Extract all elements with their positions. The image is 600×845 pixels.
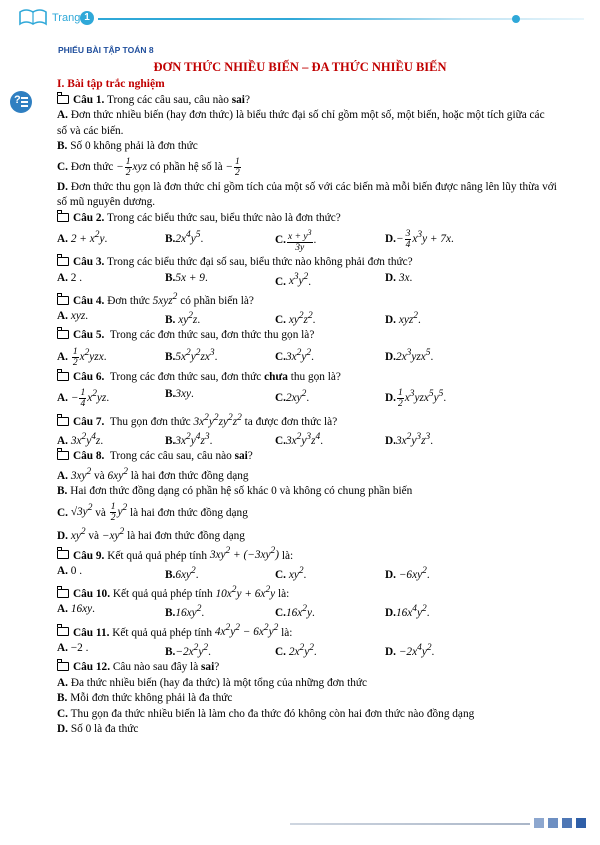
q1-option-a: A. Đơn thức nhiều biến (hay đơn thức) là biểu thức đại số chỉ gồm một số, một biến, hoặc một tích giữa các số và các biến. <box>57 109 545 137</box>
q1-option-d: D. Đơn thức thu gọn là đơn thức chỉ gồm tích của một số với các biến mà mỗi biến được nâng lên lũy thừa với số mũ nguyên dương. <box>57 180 557 208</box>
page-number: 1 <box>80 11 94 25</box>
question-7: Câu 7. Thu gọn đơn thức $3x^2y^2zy^2z^2$ ta được đơn thức là? <box>57 411 557 430</box>
page-header <box>18 6 584 32</box>
folder-icon <box>57 213 69 222</box>
q2-options: A. $2 + x^2y$. $B.2x^4y^5$. C. $\frac{x + y^3}{3y}$ . D.− $\frac{3}{4}$ $x^3y + 7x$. <box>57 228 454 254</box>
question-3: Câu 3. Trong các biểu thức đại số sau, biểu thức nào không phải đơn thức? <box>57 255 557 271</box>
q8-option-c: C. $√3y^2$ và $\frac{1}{2}$ $y^2$ là hai đơn thức đồng dạng <box>57 502 248 524</box>
q8-option-d: D. $xy^2$ và $-xy^2$ là hai đơn thức đồng dạng <box>57 527 245 543</box>
q12-option-d: D. Số 0 là đa thức <box>57 723 139 736</box>
folder-icon <box>57 330 69 339</box>
question-1: Câu 1. Trong các câu sau, câu nào sai? <box>57 93 557 109</box>
folder-icon <box>57 451 69 460</box>
q12-option-a: A. Đa thức nhiều biến (hay đa thức) là một tổng của những đơn thức <box>57 676 367 689</box>
q5-options: A. $\frac{1}{2}$ $x^2yzx$. $B.5x^2y^2zx^3$. $C.3x^2y^2$. $D.2x^3yzx^5$. <box>57 346 434 368</box>
footer-square <box>576 818 586 828</box>
folder-icon <box>57 662 69 671</box>
folder-icon <box>57 627 69 636</box>
folder-icon <box>57 257 69 266</box>
question-5: Câu 5. Trong các đơn thức sau, đơn thức thu gọn là? <box>57 328 557 344</box>
question-8: Câu 8. Trong các câu sau, câu nào sai? <box>57 449 557 465</box>
footer-square <box>548 818 558 828</box>
q7-options: A. $3x^2y^4z$. $B.3x^2y^4z^3$. $C.3x^2y^3z^4$. $D.3x^2y^3z^3$. <box>57 432 434 447</box>
q1-option-b: B. Số 0 không phải là đơn thức <box>57 140 198 152</box>
q3-options: A. 2 . B.5x + 9. C. $x^3y^2$. D. 3x. <box>57 271 413 288</box>
q11-options: A. −2 . $B.-2x^2y^2$. C. $2x^2y^2$. D. $-2x^4y^2$. <box>57 641 435 658</box>
q4-options: A. xyz. B. $xy^2z$. C. $xy^2z^2$. D. xyz$^2$. <box>57 310 421 326</box>
q6-options: A. − $\frac{1}{4}$ $x^2yz$. B.3xy. $C.2xy^2$. D. $\frac{1}{2}$ $x^3yzx^5y^5$. <box>57 387 447 409</box>
folder-icon <box>57 95 69 104</box>
sheet-label: PHIẾU BÀI TẬP TOÁN 8 <box>58 45 154 55</box>
q12-option-b: B. Mỗi đơn thức không phải là đa thức <box>57 692 233 705</box>
section-heading: I. Bài tập trắc nghiệm <box>57 78 165 90</box>
folder-icon <box>57 417 69 426</box>
question-11: Câu 11. Kết quả quả phép tính $4x^2y^2 - 6x^2y^2$ là: <box>57 622 557 641</box>
open-book-icon <box>18 8 48 28</box>
question-6: Câu 6. Trong các đơn thức sau, đơn thức chưa thu gọn là? <box>57 370 557 386</box>
folder-icon <box>57 296 69 305</box>
question-12: Câu 12. Câu nào sau đây là sai? <box>57 660 557 676</box>
folder-icon <box>57 589 69 598</box>
footer-square <box>534 818 544 828</box>
q8-option-a: A. $3xy^2$ và $6xy^2$ là hai đơn thức đồng dạng <box>57 466 249 482</box>
question-4: Câu 4. Đơn thức 5xyz$^2$ có phần biến là? <box>57 290 557 309</box>
q1-option-c: C. Đơn thức − $\frac{1}{2}$ xyz có phần hệ số là − $\frac{1}{2}$ <box>57 156 240 178</box>
folder-icon <box>57 550 69 559</box>
header-dot <box>512 15 520 23</box>
page-title: ĐƠN THỨC NHIỀU BIẾN – ĐA THỨC NHIỀU BIẾN <box>153 60 447 74</box>
trang-label: Trang <box>52 12 81 24</box>
q8-option-b: B. Hai đơn thức đồng dạng có phần hệ số khác 0 và không có chung phần biến <box>57 485 413 498</box>
folder-icon <box>57 372 69 381</box>
q9-options: A. 0 . $B.6xy^2$. C. $xy^2$. D. $-6xy^2$. <box>57 564 430 581</box>
footer-rule <box>290 823 530 825</box>
q10-options: A. 16xy. $B.16xy^2$. $C.16x^2y$. $D.16x^4y^2$. <box>57 603 430 620</box>
question-9: Câu 9. Kết quả quả phép tính $3xy^2 + (-3xy^2)$ là: <box>57 545 557 564</box>
question-10: Câu 10. Kết quả quả phép tính $10x^2y + 6x^2y$ là: <box>57 583 557 602</box>
question-list-icon: ? <box>10 91 32 113</box>
worksheet-content <box>57 77 557 738</box>
question-2: Câu 2. Trong các biểu thức sau, biểu thức nào là đơn thức? <box>57 211 557 227</box>
q12-option-c: C. Thu gọn đa thức nhiều biến là làm cho đa thức đó không còn hai đơn thức nào đồng dạng <box>57 707 475 720</box>
footer-square <box>562 818 572 828</box>
